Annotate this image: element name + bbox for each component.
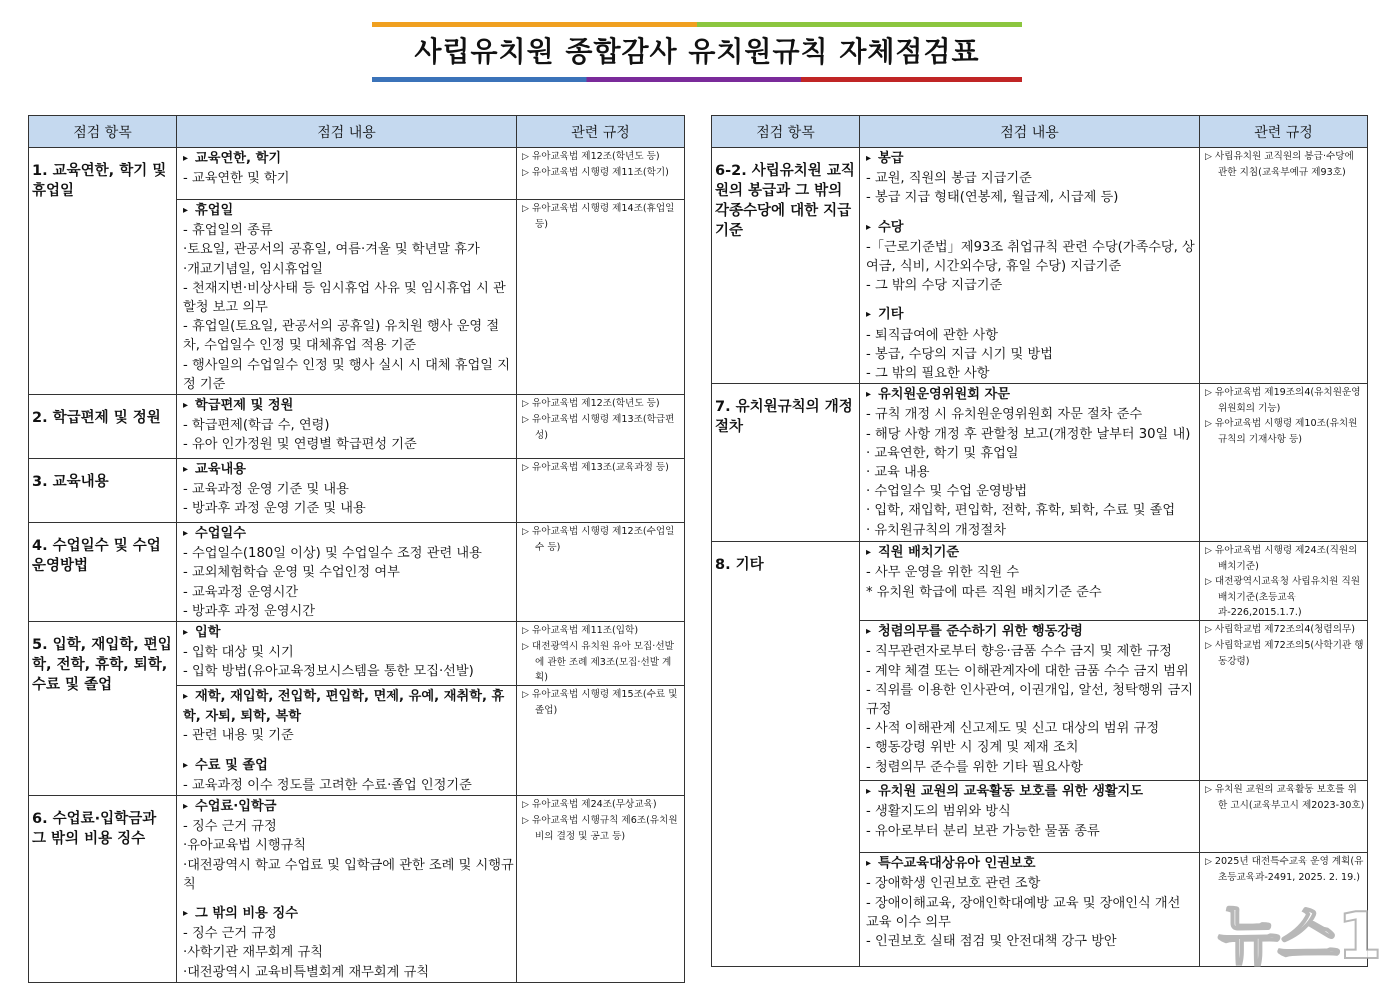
reg-item: ▷ 유치원 교원의 교육활동 보호를 위한 고시(교육부고시 제2023-30호) xyxy=(1205,782,1365,813)
content-heading: ▸ 학급편제 및 정원 xyxy=(183,396,514,416)
reg-item: ▷ 유아교육법 시행규칙 제6조(유치원비의 결정 및 공고 등) xyxy=(522,813,682,844)
content-cell xyxy=(177,796,517,983)
regs-cell xyxy=(517,148,685,200)
table-row xyxy=(29,523,685,622)
reg-item: ▷ 유아교육법 제24조(무상교육) xyxy=(522,797,682,813)
reg-item: ▷ 유아교육법 시행령 제10조(유치원 규칙의 기재사항 등) xyxy=(1205,416,1365,447)
category-cell: 7. 유치원규칙의 개정절차 xyxy=(712,384,860,542)
checklist-table-right xyxy=(711,115,1368,967)
reg-item: ▷ 유아교육법 시행령 제24조(직원의 배치기준) xyxy=(1205,543,1365,574)
header-row xyxy=(712,116,1368,148)
header-row xyxy=(29,116,685,148)
content-heading: ▸ 특수교육대상유아 인권보호 xyxy=(866,854,1197,874)
reg-item: ▷ 대전광역시 유치원 유아 모집·선발에 관한 조례 제3조(모집·선발 계획) xyxy=(522,639,682,685)
content-line: · 수업일수 및 수업 운영방법 xyxy=(866,484,1028,500)
header-item: 점검 항목 xyxy=(712,116,860,148)
content-cell xyxy=(177,686,517,796)
content-line: - 방과후 과정 운영시간 xyxy=(183,603,315,619)
content-heading: ▸ 유치원운영위원회 자문 xyxy=(866,385,1197,405)
content-heading: ▸ 그 밖의 비용 징수 xyxy=(183,904,514,924)
regs-cell xyxy=(1200,542,1368,621)
spacer xyxy=(866,295,1197,305)
content-line: - 교외체험학습 운영 및 수업인정 여부 xyxy=(183,565,400,581)
content-line: ·유아교육법 시행규칙 xyxy=(183,838,307,854)
regs-cell xyxy=(1200,781,1368,853)
reg-item: ▷ 유아교육법 제13조(교육과정 등) xyxy=(522,460,682,476)
content-line: - 그 밖의 필요한 사항 xyxy=(866,366,990,382)
content-cell xyxy=(177,148,517,200)
content-line: - 입학 방법(유아교육정보시스템을 통한 모집·선발) xyxy=(183,664,474,680)
content-line: * 유치원 학급에 따른 직원 배치기준 준수 xyxy=(866,584,1102,600)
reg-item: ▷ 유아교육법 제12조(학년도 등) xyxy=(522,149,682,165)
regs-cell xyxy=(517,459,685,523)
header-regs: 관련 규정 xyxy=(1200,116,1368,148)
content-heading: ▸ 휴업일 xyxy=(183,201,514,221)
reg-item: ▷ 유아교육법 시행령 제12조(수업일수 등) xyxy=(522,524,682,555)
reg-item: ▷ 유아교육법 제19조의4(유치원운영위원회의 기능) xyxy=(1205,385,1365,416)
content-heading: ▸ 수료 및 졸업 xyxy=(183,756,514,776)
content-line: - 장애이해교육, 장애인학대예방 교육 및 장애인식 개선 교육 이수 의무 xyxy=(866,895,1181,930)
content-line: - 수업일수(180일 이상) 및 수업일수 조정 관련 내용 xyxy=(183,546,482,562)
table-row xyxy=(29,148,685,200)
table-row xyxy=(29,459,685,523)
content-line: - 퇴직급여에 관한 사항 xyxy=(866,327,998,343)
content-line: - 유아 인가정원 및 연령별 학급편성 기준 xyxy=(183,437,417,453)
content-line: - 규칙 개정 시 유치원운영위원회 자문 절차 준수 xyxy=(866,407,1143,423)
regs-cell xyxy=(1200,621,1368,781)
header-regs: 관련 규정 xyxy=(517,116,685,148)
content-line: - 해당 사항 개정 후 관할청 보고(개정한 날부터 30일 내) xyxy=(866,426,1191,442)
reg-item: ▷ 사립유치원 교직원의 봉급·수당에 관한 지침(교육부예규 제93호) xyxy=(1205,149,1365,180)
content-line: - 학급편제(학급 수, 연령) xyxy=(183,418,330,434)
content-line: - 교육과정 운영시간 xyxy=(183,584,299,600)
content-line: - 봉급 지급 형태(연봉제, 월급제, 시급제 등) xyxy=(866,190,1119,206)
content-line: - 청렴의무 준수를 위한 기타 필요사항 xyxy=(866,759,1083,775)
content-line: - 계약 체결 또는 이해관계자에 대한 금품 수수 금지 범위 xyxy=(866,663,1189,679)
content-cell xyxy=(860,384,1200,542)
content-line: ·사학기관 재무회계 규칙 xyxy=(183,945,323,961)
content-line: - 천재지변·비상사태 등 임시휴업 사유 및 임시휴업 시 관할청 보고 의무 xyxy=(183,280,506,316)
content-line: - 관련 내용 및 기준 xyxy=(183,728,294,744)
title-bar-bottom xyxy=(372,77,1022,82)
spacer xyxy=(183,746,514,756)
content-cell xyxy=(177,459,517,523)
regs-cell xyxy=(517,200,685,395)
reg-item: ▷ 유아교육법 시행령 제15조(수료 및 졸업) xyxy=(522,687,682,718)
table-row xyxy=(29,622,685,686)
content-heading: ▸ 봉급 xyxy=(866,149,1197,169)
content-line: - 방과후 과정 운영 기준 및 내용 xyxy=(183,501,366,517)
content-line: - 직무관련자로부터 향응·금품 수수 금지 및 제한 규정 xyxy=(866,644,1172,660)
header-content: 점검 내용 xyxy=(860,116,1200,148)
category-cell: 6-2. 사립유치원 교직원의 봉급과 그 밖의 각종수당에 대한 지급기준 xyxy=(712,148,860,384)
content-line: - 직위를 이용한 인사관여, 이권개입, 알선, 청탁행위 금지 규정 xyxy=(866,682,1193,718)
content-cell xyxy=(860,542,1200,621)
reg-item: ▷ 유아교육법 시행령 제14조(휴업일 등) xyxy=(522,201,682,232)
content-line: - 그 밖의 수당 지급기준 xyxy=(866,278,1003,294)
category-cell: 5. 입학, 재입학, 편입학, 전학, 휴학, 퇴학, 수료 및 졸업 xyxy=(29,622,177,796)
content-line: ·대전광역시 학교 수업료 및 입학금에 관한 조례 및 시행규칙 xyxy=(183,857,514,892)
table-row xyxy=(712,148,1368,384)
content-line: - 교육과정 운영 기준 및 내용 xyxy=(183,482,349,498)
content-heading: ▸ 수업료·입학금 xyxy=(183,797,514,817)
content-line: - 행사일의 수업일수 인정 및 행사 실시 시 대체 휴업일 지정 기준 xyxy=(183,357,510,392)
content-line: - 교원, 직원의 봉급 지급기준 xyxy=(866,171,1032,187)
content-cell xyxy=(860,781,1200,853)
content-line: - 사적 이해관계 신고제도 및 신고 대상의 범위 규정 xyxy=(866,721,1160,737)
content-line: - 징수 근거 규정 xyxy=(183,819,277,835)
content-line: · 입학, 재입학, 편입학, 전학, 휴학, 퇴학, 수료 및 졸업 xyxy=(866,503,1176,519)
checklist-table-left xyxy=(28,115,685,983)
page-title: 사립유치원 종합감사 유치원규칙 자체점검표 xyxy=(414,35,980,68)
content-line: - 징수 근거 규정 xyxy=(183,926,277,942)
reg-item: ▷ 유아교육법 제12조(학년도 등) xyxy=(522,396,682,412)
content-line: · 교육 내용 xyxy=(866,465,930,481)
table-row xyxy=(29,796,685,983)
content-heading: ▸ 직원 배치기준 xyxy=(866,543,1197,563)
content-line: ·토요일, 관공서의 공휴일, 여름·겨울 및 학년말 휴가 xyxy=(183,242,480,258)
table-row xyxy=(29,395,685,459)
content-line: - 입학 대상 및 시기 xyxy=(183,645,294,661)
reg-item: ▷ 사립학교법 제72조의4(청렴의무) xyxy=(1205,622,1365,638)
content-line: - 사무 운영을 위한 직원 수 xyxy=(866,565,1020,581)
reg-item: ▷ 대전광역시교육청 사립유치원 직원 배치기준(초등교육과-226,2015.1.7.) xyxy=(1205,574,1365,620)
content-line: - 휴업일(토요일, 관공서의 공휴일) 유치원 행사 운영 절차, 수업일수 인정 및 대체휴업 적용 기준 xyxy=(183,319,500,354)
regs-cell xyxy=(517,395,685,459)
content-line: · 교육연한, 학기 및 휴업일 xyxy=(866,445,1019,461)
content-line: - 생활지도의 범위와 방식 xyxy=(866,804,1011,820)
content-heading: ▸ 유치원 교원의 교육활동 보호를 위한 생활지도 xyxy=(866,782,1197,802)
content-heading: ▸ 수업일수 xyxy=(183,524,514,544)
reg-item: ▷ 유아교육법 제11조(입학) xyxy=(522,623,682,639)
category-cell: 1. 교육연한, 학기 및 휴업일 xyxy=(29,148,177,395)
content-line: - 휴업일의 종류 xyxy=(183,223,273,239)
content-cell xyxy=(860,148,1200,384)
header-item: 점검 항목 xyxy=(29,116,177,148)
content-heading: ▸ 청렴의무를 준수하기 위한 행동강령 xyxy=(866,622,1197,642)
content-heading: ▸ 교육연한, 학기 xyxy=(183,149,514,169)
reg-item: ▷ 사립학교법 제72조의5(사학기관 행동강령) xyxy=(1205,638,1365,669)
header-content: 점검 내용 xyxy=(177,116,517,148)
content-heading: ▸ 기타 xyxy=(866,305,1197,325)
category-cell: 6. 수업료·입학금과 그 밖의 비용 징수 xyxy=(29,796,177,983)
news1-watermark-logo: 뉴스1 xyxy=(1217,900,1380,974)
content-line: · 유치원규칙의 개정절차 xyxy=(866,522,1006,538)
regs-cell xyxy=(1200,148,1368,384)
content-line: ·대전광역시 교육비특별회계 재무회계 규칙 xyxy=(183,964,430,980)
content-line: - 장애학생 인권보호 관련 조항 xyxy=(866,876,1041,892)
content-line: -「근로기준법」제93조 취업규칙 관련 수당(가족수당, 상여금, 식비, 시간외수당, 휴일 수당) 지급기준 xyxy=(866,239,1195,275)
category-cell: 8. 기타 xyxy=(712,542,860,967)
content-line: - 교육연한 및 학기 xyxy=(183,171,290,187)
spacer xyxy=(183,894,514,904)
content-line: - 행동강령 위반 시 징계 및 제재 조치 xyxy=(866,740,1079,756)
regs-cell xyxy=(517,622,685,686)
content-cell xyxy=(177,622,517,686)
regs-cell xyxy=(517,796,685,983)
content-cell xyxy=(177,200,517,395)
table-row xyxy=(712,384,1368,542)
content-cell xyxy=(860,621,1200,781)
reg-item: ▷ 유아교육법 시행령 제13조(학급편성) xyxy=(522,412,682,443)
content-cell xyxy=(177,523,517,622)
content-line: ·개교기념일, 임시휴업일 xyxy=(183,261,323,277)
reg-item: ▷ 2025년 대전특수교육 운영 계획(유초등교육과-2491, 2025. 2. 19.) xyxy=(1205,854,1365,885)
category-cell: 2. 학급편제 및 정원 xyxy=(29,395,177,459)
content-heading: ▸ 수당 xyxy=(866,218,1197,238)
table-row xyxy=(712,542,1368,621)
spacer xyxy=(866,208,1197,218)
content-line: - 인권보호 실태 점검 및 안전대책 강구 방안 xyxy=(866,934,1117,950)
content-cell xyxy=(177,395,517,459)
content-line: - 교육과정 이수 정도를 고려한 수료·졸업 인정기준 xyxy=(183,777,472,793)
content-heading: ▸ 교육내용 xyxy=(183,460,514,480)
category-cell: 4. 수업일수 및 수업 운영방법 xyxy=(29,523,177,622)
regs-cell xyxy=(1200,384,1368,542)
title-bar-top xyxy=(372,22,1022,27)
content-cell xyxy=(860,853,1200,967)
regs-cell xyxy=(517,686,685,796)
content-heading: ▸ 재학, 재입학, 전입학, 편입학, 면제, 유예, 재취학, 휴학, 자퇴, 퇴학, 복학 xyxy=(183,687,514,726)
content-heading: ▸ 입학 xyxy=(183,623,514,643)
content-line: - 봉급, 수당의 지급 시기 및 방법 xyxy=(866,346,1053,362)
reg-item: ▷ 유아교육법 시행령 제11조(학기) xyxy=(522,165,682,181)
content-line: - 유아로부터 분리 보관 가능한 물품 종류 xyxy=(866,823,1100,839)
regs-cell xyxy=(517,523,685,622)
category-cell: 3. 교육내용 xyxy=(29,459,177,523)
